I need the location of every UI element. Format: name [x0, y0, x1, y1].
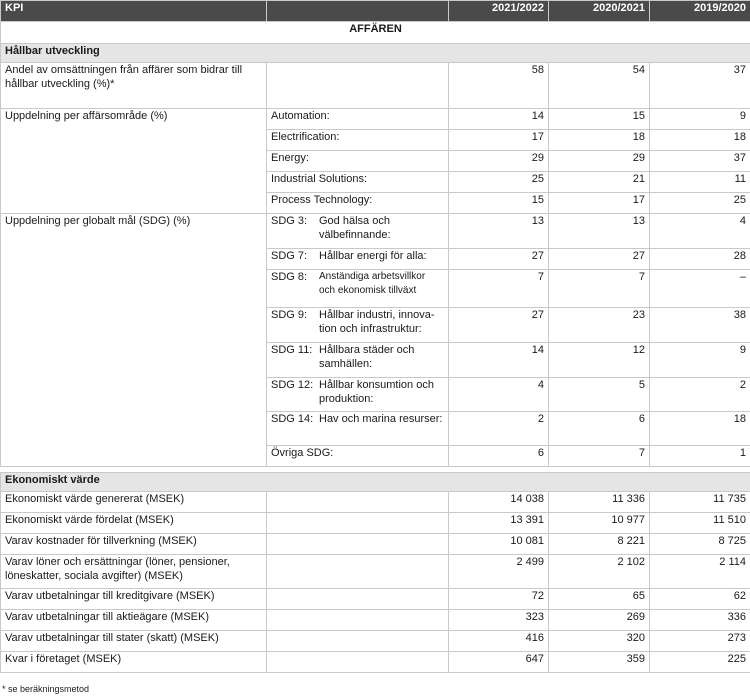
value: 18 [650, 412, 750, 446]
sdg-code: SDG 11: [271, 344, 313, 356]
economic-row [1, 555, 750, 589]
value: 8 221 [549, 534, 650, 555]
sdg-text: Hållbar industri, innovation och infrastruktur: [319, 309, 435, 335]
value: 11 735 [650, 492, 750, 513]
sdg-text: Hav och marina resurser: [319, 413, 443, 425]
value: 14 [449, 343, 549, 378]
economic-label: Ekonomiskt värde fördelat (MSEK) [1, 513, 267, 534]
sdg-label: Uppdelning per globalt mål (SDG) (%) [1, 214, 267, 467]
economic-row [1, 589, 750, 610]
sdg-code: SDG 9: [271, 309, 308, 321]
value: 18 [549, 130, 650, 151]
value: 10 081 [449, 534, 549, 555]
sdg-code: SDG 12: [271, 379, 314, 391]
value: 25 [449, 172, 549, 193]
value: 17 [549, 193, 650, 214]
value: 14 038 [449, 492, 549, 513]
value: 13 [549, 214, 650, 249]
value: 323 [449, 610, 549, 631]
sdg-other-label: Övriga SDG: [267, 446, 449, 467]
value: 72 [449, 589, 549, 610]
economic-label: Ekonomiskt värde genererat (MSEK) [1, 492, 267, 513]
economic-label: Varav utbetalningar till aktieägare (MSEK) [1, 610, 267, 631]
economic-label: Varav löner och ersättningar (löner, pensioner, löneskatter, sociala avgifter) (MSEK) [1, 555, 267, 589]
value: 21 [549, 172, 650, 193]
section-economic [1, 473, 750, 492]
header-row [1, 1, 750, 22]
value: 37 [650, 151, 750, 172]
value: – [650, 270, 750, 308]
value: 1 [650, 446, 750, 467]
value: 273 [650, 631, 750, 652]
section-sustainable-title: Hållbar utveckling [1, 44, 750, 63]
economic-row [1, 652, 750, 673]
business-area: Energy: [267, 151, 449, 172]
value: 25 [650, 193, 750, 214]
sdg-text: Hållbar energi för alla: [319, 250, 427, 262]
share-value-3: 37 [650, 63, 750, 109]
section-title: AFFÄREN [1, 22, 750, 44]
section-economic-title: Ekonomiskt värde [1, 473, 750, 492]
value: 11 336 [549, 492, 650, 513]
value: 10 977 [549, 513, 650, 534]
economic-label: Varav utbetalningar till kreditgivare (MSEK) [1, 589, 267, 610]
value: 2 102 [549, 555, 650, 589]
value: 4 [650, 214, 750, 249]
value: 4 [449, 378, 549, 412]
value: 2 [449, 412, 549, 446]
value: 14 [449, 109, 549, 130]
share-value-2: 54 [549, 63, 650, 109]
economic-row [1, 631, 750, 652]
business-area: Process Technology: [267, 193, 449, 214]
value: 8 725 [650, 534, 750, 555]
value: 62 [650, 589, 750, 610]
value: 11 [650, 172, 750, 193]
share-label: Andel av omsättningen från affärer som bidrar till hållbar utveckling (%)* [1, 63, 267, 109]
value: 225 [650, 652, 750, 673]
section-sustainable [1, 44, 750, 63]
value: 2 499 [449, 555, 549, 589]
value: 11 510 [650, 513, 750, 534]
value: 15 [549, 109, 650, 130]
value: 17 [449, 130, 549, 151]
value: 15 [449, 193, 549, 214]
sdg-text: Hållbar konsumtion och produktion: [319, 379, 434, 405]
economic-row [1, 610, 750, 631]
share-row [1, 63, 750, 109]
sdg-text: Hållbara städer och samhällen: [319, 344, 415, 370]
value: 13 [449, 214, 549, 249]
economic-label: Varav kostnader för tillverkning (MSEK) [1, 534, 267, 555]
value: 9 [650, 109, 750, 130]
value: 23 [549, 308, 650, 343]
sdg-code: SDG 3: [271, 215, 308, 227]
business-row [1, 109, 750, 130]
business-area: Electrification: [267, 130, 449, 151]
value: 5 [549, 378, 650, 412]
sdg-text: God hälsa och välbefinnande: [319, 215, 391, 241]
business-area: Industrial Solutions: [267, 172, 449, 193]
value: 27 [449, 308, 549, 343]
value: 269 [549, 610, 650, 631]
value: 7 [449, 270, 549, 308]
sdg-text: Anständiga arbetsvillkor och ekonomisk tillväxt [319, 271, 426, 296]
business-label: Uppdelning per affärsområde (%) [1, 109, 267, 214]
value: 18 [650, 130, 750, 151]
sdg-code: SDG 7: [271, 250, 308, 262]
value: 27 [449, 249, 549, 270]
header-kpi: KPI [1, 1, 267, 22]
value: 9 [650, 343, 750, 378]
economic-row [1, 513, 750, 534]
value: 29 [449, 151, 549, 172]
economic-row [1, 534, 750, 555]
sdg-code: SDG 8: [271, 271, 308, 283]
header-year-3: 2019/2020 [650, 1, 750, 22]
value: 7 [549, 446, 650, 467]
value: 647 [449, 652, 549, 673]
header-year-2: 2020/2021 [549, 1, 650, 22]
value: 13 391 [449, 513, 549, 534]
value: 65 [549, 589, 650, 610]
value: 336 [650, 610, 750, 631]
business-area: Automation: [267, 109, 449, 130]
value: 27 [549, 249, 650, 270]
value: 7 [549, 270, 650, 308]
share-value-1: 58 [449, 63, 549, 109]
economic-row [1, 492, 750, 513]
value: 38 [650, 308, 750, 343]
value: 29 [549, 151, 650, 172]
value: 416 [449, 631, 549, 652]
footnote: * se beräkningsmetod [2, 684, 90, 694]
section-title-row [1, 22, 750, 44]
value: 2 114 [650, 555, 750, 589]
value: 6 [449, 446, 549, 467]
sdg-code: SDG 14: [271, 413, 314, 425]
sdg-row [1, 214, 750, 249]
value: 28 [650, 249, 750, 270]
economic-label: Kvar i företaget (MSEK) [1, 652, 267, 673]
value: 359 [549, 652, 650, 673]
economic-label: Varav utbetalningar till stater (skatt) (MSEK) [1, 631, 267, 652]
value: 320 [549, 631, 650, 652]
header-year-1: 2021/2022 [449, 1, 549, 22]
value: 2 [650, 378, 750, 412]
value: 6 [549, 412, 650, 446]
value: 12 [549, 343, 650, 378]
